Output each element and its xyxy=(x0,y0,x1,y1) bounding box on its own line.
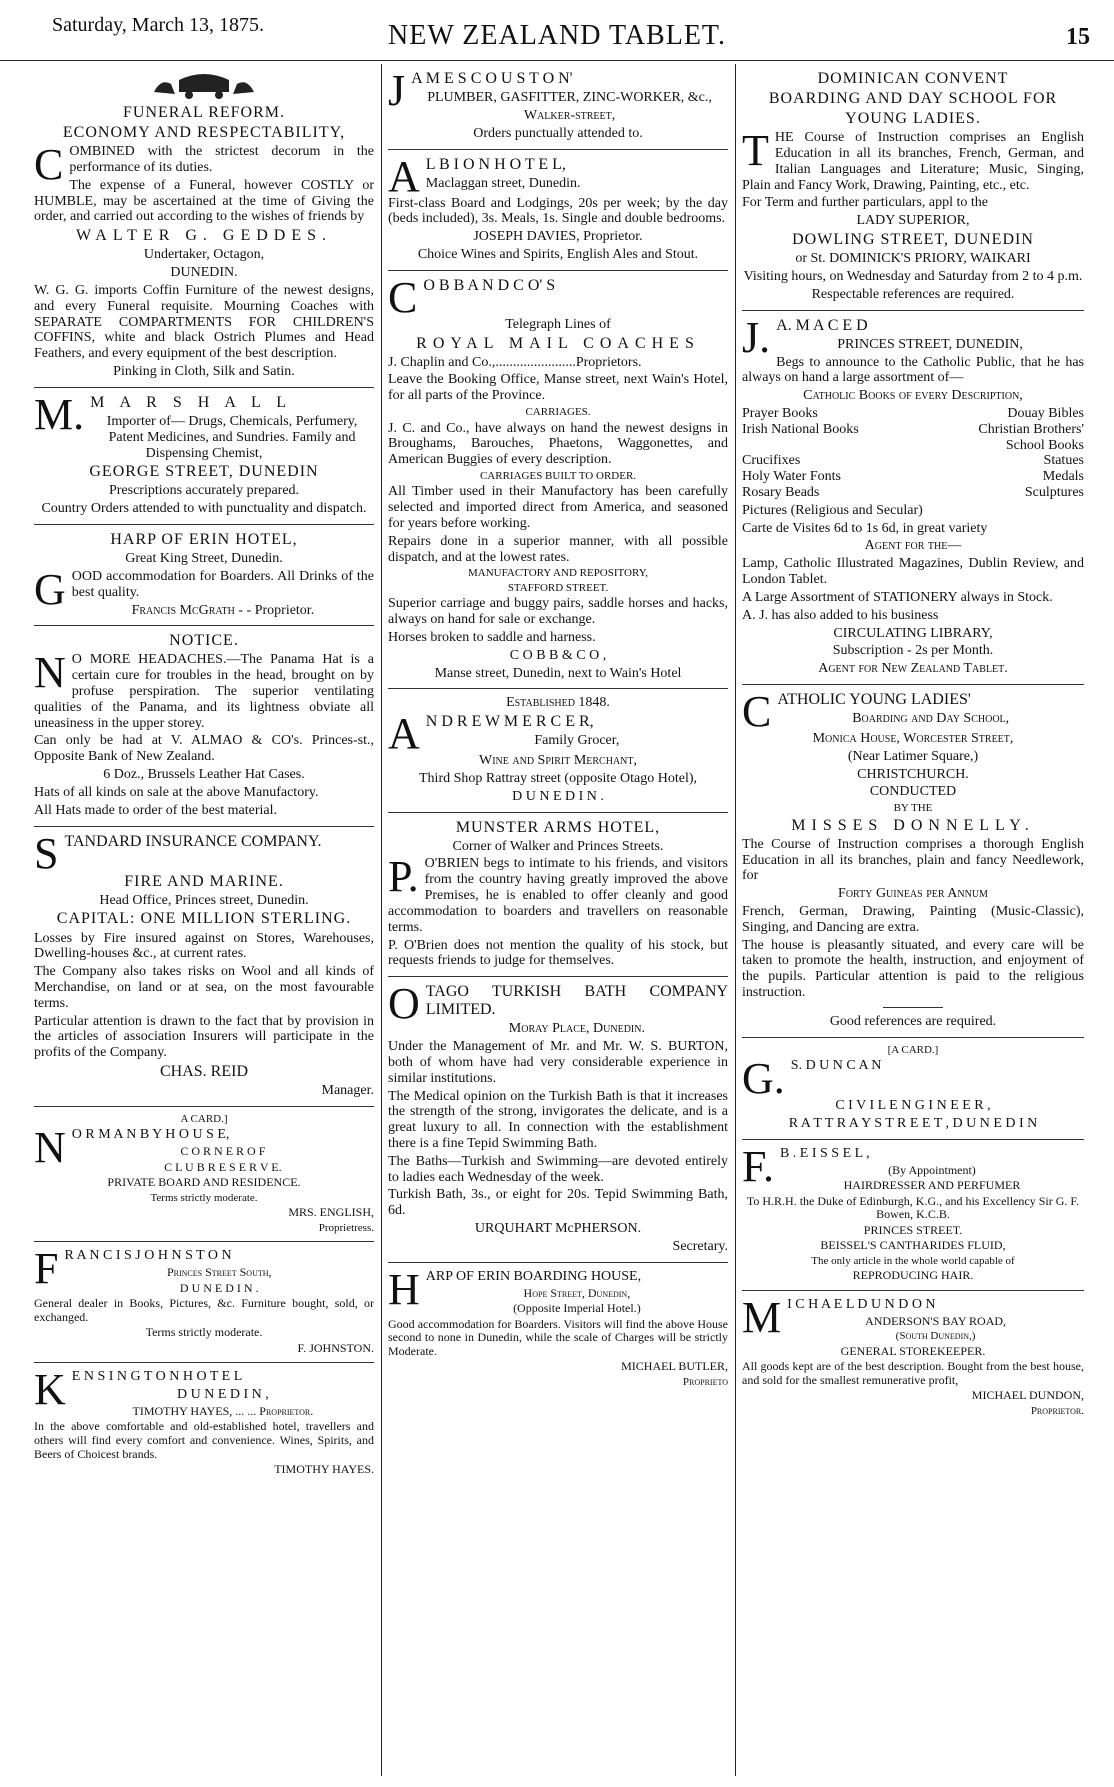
ad-title: TAGO TURKISH BATH COMPANY LIMITED. xyxy=(425,983,728,1019)
list-item: Holy Water Fonts xyxy=(742,469,841,485)
ad-text: All goods kept are of the best description. Bought from the best house, and sold for the smallest remunerative profit, xyxy=(742,1359,1084,1387)
advertiser-name: L B I O N H O T E L, xyxy=(425,155,566,173)
ad-text: W. G. G. imports Coffin Furniture of the newest designs, and every Funeral requisite. Mourning Coaches with SEPARATE COMPARTMENTS FOR CHILDREN'S COFFINS, white and black Ostrich Plumes and Head Feathers, and every equipment of the best description. xyxy=(34,282,374,362)
list-item: Rosary Beads xyxy=(742,485,820,501)
ad-subhead: Agent for the— xyxy=(864,538,962,554)
ad-subtitle: BOARDING AND DAY SCHOOL FOR xyxy=(768,90,1058,108)
ad-text: Respectable references are required. xyxy=(811,286,1015,302)
ad-normanby-house xyxy=(34,1107,374,1242)
ad-kensington-hotel xyxy=(34,1363,374,1483)
card-label: [A CARD.] xyxy=(887,1043,939,1056)
ad-beissel xyxy=(742,1140,1084,1291)
advertiser-name: A M E S C O U S T O N' xyxy=(411,70,573,87)
ad-title: ROYAL MAIL COACHES xyxy=(416,334,700,352)
ad-text: JOSEPH DAVIES, Proprietor. xyxy=(473,229,643,245)
ad-title: FUNERAL REFORM. xyxy=(123,104,285,121)
ad-text: General dealer in Books, Pictures, &c. Furniture bought, sold, or exchanged. xyxy=(34,1296,374,1324)
ad-text: A Large Assortment of STATIONERY always in Stock. xyxy=(742,589,1053,605)
drop-cap: M. xyxy=(34,389,85,439)
ad-subhead: CIRCULATING LIBRARY, xyxy=(833,625,993,641)
ad-text: Corner of Walker and Princes Streets. xyxy=(452,838,664,854)
ad-text: The expense of a Funeral, however COSTLY or HUMBLE, may be ascertained at the time of Giving the order, and carried out according to the wishes of friends by xyxy=(34,177,374,225)
proprietor-name: Francis McGrath xyxy=(131,602,235,618)
issue-date: Saturday, March 13, 1875. xyxy=(52,14,264,36)
page-header xyxy=(0,0,1114,61)
ad-cobb-and-co xyxy=(388,271,728,690)
ad-text: HAIRDRESSER AND PERFUMER xyxy=(843,1178,1021,1193)
ad-text: Established 1848. xyxy=(506,695,610,711)
ad-james-couston xyxy=(388,64,728,150)
ad-munster-arms xyxy=(388,813,728,978)
drop-cap: C xyxy=(34,140,64,190)
ad-text: Choice Wines and Spirits, English Ales and Stout. xyxy=(417,246,699,262)
advertiser-name: O B B A N D C O' S xyxy=(423,276,556,294)
ad-text: Visiting hours, on Wednesday and Saturday from 2 to 4 p.m. xyxy=(743,269,1083,284)
list-item: Statues xyxy=(1043,453,1084,469)
drop-cap: C xyxy=(388,272,418,322)
advertiser-name: R A N C I S J O H N S T O N xyxy=(64,1248,232,1264)
ad-text: C O R N E R O F xyxy=(180,1144,266,1159)
ad-text: Great King Street, Dunedin. xyxy=(125,551,283,567)
masthead-title: NEW ZEALAND TABLET. xyxy=(388,20,726,51)
ad-text: The Course of Instruction comprises a thorough English Education in all its branches, plain and fancy Needlework, for xyxy=(742,836,1084,884)
ad-text: Boarding and Day School, xyxy=(852,711,1010,727)
ad-catholic-young-ladies xyxy=(742,685,1084,1038)
ad-text: GENERAL STOREKEEPER. xyxy=(840,1343,986,1358)
advertiser-name: S. D U N C A N xyxy=(790,1058,882,1074)
ad-text: All Hats made to order of the best material. xyxy=(34,802,277,818)
ad-text: D U N E D I N . xyxy=(512,788,604,804)
ad-subhead: CARRIAGES. xyxy=(525,406,591,419)
ad-title: HARP OF ERIN HOTEL, xyxy=(110,531,298,549)
ad-macedo xyxy=(742,311,1084,685)
ad-text: PRIVATE BOARD AND RESIDENCE. xyxy=(107,1175,301,1190)
ad-text: The house is pleasantly situated, and every care will be taken to promote the health, instruction, and enjoyment of the pupils. Particular attention is paid to the religious instruction. xyxy=(742,937,1084,1001)
column-2 xyxy=(388,64,728,1774)
ad-text: Wine and Spirit Merchant, xyxy=(479,753,637,769)
ad-text: BEISSEL'S CANTHARIDES FLUID, xyxy=(820,1238,1006,1253)
signature: C O B B & C O , xyxy=(509,647,607,663)
column-1 xyxy=(34,64,374,1774)
ad-text: 6 Doz., Brussels Leather Hat Cases. xyxy=(103,767,305,783)
column-divider xyxy=(381,64,382,1776)
ad-text: Importer of— Drugs, Chemicals, Perfumery, Patent Medicines, and Sundries. Family and Dispensing Chemist, xyxy=(106,413,358,461)
ad-text: Moray Place, Dunedin. xyxy=(508,1021,645,1037)
advertiser-name: MISSES DONNELLY. xyxy=(791,816,1035,834)
ad-text: (South Dunedin,) xyxy=(895,1330,976,1343)
ad-text: Undertaker, Octagon, xyxy=(143,247,265,263)
ad-text: French, German, Drawing, Painting (Music-Classic), Singing, and Dancing are extra. xyxy=(742,903,1084,935)
signature: URQUHART McPHERSON. xyxy=(474,1221,642,1237)
ad-text: (Near Latimer Square,) xyxy=(847,748,979,764)
ad-text: REPRODUCING HAIR. xyxy=(852,1268,974,1283)
ad-text: Good accommodation for Boarders. Visitors will find the above House second to none in Dunedin, while the scale of Charges will be strictly Moderate. xyxy=(388,1316,728,1358)
ad-text: CAPITAL: ONE MILLION STERLING. xyxy=(56,910,352,928)
ad-andrew-mercer xyxy=(388,689,728,812)
advertiser-name: A. M A C E D xyxy=(776,316,868,334)
ad-francis-johnston xyxy=(34,1242,374,1363)
ad-text: Forty Guineas per Annum xyxy=(838,886,988,902)
ad-subtitle: FIRE AND MARINE. xyxy=(124,872,284,890)
column-3 xyxy=(742,64,1084,1774)
drop-cap: C xyxy=(742,686,772,736)
ad-text: J. C. and Co., have always on hand the newest designs in Broughams, Barouches, Phaetons, Waggonettes, and American Buggies of every description. xyxy=(388,420,728,468)
ad-dominican-convent xyxy=(742,64,1084,311)
ad-text: (Opposite Imperial Hotel.) xyxy=(513,1301,641,1316)
ad-text: PRINCES STREET. xyxy=(863,1222,963,1237)
ad-text: First-class Board and Lodgings, 20s per week; by the day (beds included), 3s. Meals, 1s. Single and double bedrooms. xyxy=(388,195,728,227)
ad-text: R A T T R A Y S T R E E T , D U N E D I N xyxy=(788,1115,1038,1131)
ad-text: LADY SUPERIOR, xyxy=(856,213,970,229)
ad-text: P. O'Brien does not mention the quality of his stock, but requests friends to judge for themselves. xyxy=(388,937,728,969)
ad-text: BY THE xyxy=(893,802,933,815)
ad-subhead: Catholic Books of every Description, xyxy=(803,388,1023,404)
ad-text: Pictures (Religious and Secular) xyxy=(742,502,923,518)
ad-duncan xyxy=(742,1038,1084,1140)
ad-text: The Company also takes risks on Wool and all kinds of Merchandise, on land or at sea, on the most favourable terms. xyxy=(34,964,374,1011)
signature: MRS. ENGLISH, xyxy=(288,1205,374,1220)
ad-notice-hats xyxy=(34,626,374,826)
drop-cap: F. xyxy=(742,1141,774,1191)
list-item: Christian Brothers' School Books xyxy=(978,421,1084,453)
ad-subtitle: YOUNG LADIES. xyxy=(845,110,981,128)
ad-text: OOD accommodation for Boarders. All Drinks of the best quality. xyxy=(71,568,374,600)
signature-role: Manager. xyxy=(321,1083,374,1099)
advertiser-name: M A R S H A L L xyxy=(90,393,293,411)
ad-text: The Medical opinion on the Turkish Bath is that it increases the strength of the strong, invigorates the delicate, and is a great luxury to all. In connection with the establishment there is a fine Tepid Swimming Bath. xyxy=(388,1088,728,1152)
ad-text: DOWLING STREET, DUNEDIN xyxy=(792,231,1034,249)
ad-text: Family Grocer, xyxy=(534,733,620,749)
ad-text: Good references are required. xyxy=(829,1013,997,1029)
drop-cap: N xyxy=(34,648,66,698)
drop-cap: J. xyxy=(742,312,771,362)
proprietor-name: TIMOTHY HAYES, xyxy=(132,1403,233,1418)
ad-text: Terms strictly moderate. xyxy=(150,1191,258,1204)
drop-cap: T xyxy=(742,126,769,176)
separator: ... ... xyxy=(235,1403,257,1418)
ad-text: Begs to announce to the Catholic Public, that he has always on hand a large assortment of— xyxy=(742,354,1084,386)
card-label: A CARD.] xyxy=(180,1112,228,1125)
ad-subtitle: ECONOMY AND RESPECTABILITY, xyxy=(62,124,346,142)
drop-cap: O xyxy=(388,979,420,1029)
ad-text: Particular attention is drawn to the fact that by provision in the articles of association Insurers will participate in the profits of the Company. xyxy=(34,1013,374,1061)
signature: CHAS. REID xyxy=(159,1063,248,1081)
ad-text: Agent for New Zealand Tablet. xyxy=(818,661,1008,677)
ad-text: O'BRIEN begs to intimate to his friends, and visitors from the country having greatly improved the above Premises, he is enabled to offer cleanly and good accommodation to boarders and travellers on reasonable terms. xyxy=(388,856,728,935)
hearse-emblem-icon xyxy=(149,70,259,100)
ad-text: Maclaggan street, Dunedin. xyxy=(425,175,581,191)
drop-cap: G. xyxy=(742,1054,785,1104)
ad-text: Prescriptions accurately prepared. xyxy=(108,483,300,499)
ad-subhead: MANUFACTORY AND REPOSITORY, xyxy=(467,567,649,580)
drop-cap: A xyxy=(388,709,420,759)
ad-text: The only article in the whole world capable of xyxy=(811,1254,1015,1267)
drop-cap: G xyxy=(34,564,66,614)
ad-title: MUNSTER ARMS HOTEL, xyxy=(455,818,661,836)
ad-text: Head Office, Princes street, Dunedin. xyxy=(99,892,309,908)
ad-text: Repairs done in a superior manner, with all possible dispatch, and at the lowest rates. xyxy=(388,533,728,565)
drop-cap: N xyxy=(34,1123,66,1173)
divider xyxy=(883,1007,943,1008)
ad-text: O MORE HEADACHES.—The Panama Hat is a certain cure for troubles in the head, brought on by profuse perspiration. The superior ventilating qualities of the Panama, and its lightness obviate all uneasiness in the upper storey. xyxy=(34,652,374,731)
ad-text: ANDERSON'S BAY ROAD, xyxy=(865,1313,1007,1328)
column-divider xyxy=(735,64,736,1776)
list-item: Irish National Books xyxy=(742,421,859,437)
ad-text: Terms strictly moderate. xyxy=(145,1325,263,1340)
list-item: Prayer Books xyxy=(742,405,818,421)
advertiser-name: B . E I S S E L , xyxy=(779,1145,870,1161)
ad-harp-boarding-house xyxy=(388,1263,728,1396)
ad-text: Turkish Bath, 3s., or eight for 20s. Tepid Swimming Bath, 6d. xyxy=(388,1187,728,1219)
signature: F. JOHNSTON. xyxy=(297,1340,374,1355)
list-item: Crucifixes xyxy=(742,453,801,469)
ad-text: DUNEDIN. xyxy=(170,265,238,281)
ad-text: Third Shop Rattray street (opposite Otago Hotel), xyxy=(419,770,697,786)
ad-text: J. Chaplin and Co.,.......................Proprietors. xyxy=(388,354,642,370)
ad-text: Princes Street South, xyxy=(166,1264,272,1279)
drop-cap: M xyxy=(742,1292,782,1342)
ad-text: OMBINED with the strictest decorum in the performance of its duties. xyxy=(69,144,374,175)
ad-funeral-reform xyxy=(34,64,374,388)
ad-text: In the above comfortable and old-established hotel, travellers and others will find every comfort and convenience. Wines, Spirits, and Beers of Choicest brands. xyxy=(34,1419,374,1461)
list-item: Douay Bibles xyxy=(1007,405,1084,421)
ad-text: PLUMBER, GASFITTER, ZINC-WORKER, &c., xyxy=(427,90,712,106)
ad-text: Subscription - 2s per Month. xyxy=(832,643,994,659)
drop-cap: P. xyxy=(388,852,419,902)
advertiser-name: WALTER G. GEDDES. xyxy=(75,227,333,245)
ad-harp-of-erin xyxy=(34,525,374,626)
signature: MICHAEL DUNDON, xyxy=(971,1388,1084,1403)
ad-turkish-bath xyxy=(388,977,728,1263)
signature: MICHAEL BUTLER, xyxy=(621,1359,728,1374)
ad-text: All Timber used in their Manufactory has been carefully selected and imported direct from America, and seasoned for years before working. xyxy=(388,484,728,531)
drop-cap: A xyxy=(388,151,420,201)
signature-role: Secretary. xyxy=(672,1238,728,1254)
proprietor-role: Proprietor. xyxy=(259,1403,314,1418)
ad-text: Carte de Visites 6d to 1s 6d, in great variety xyxy=(742,520,988,536)
ad-marshall xyxy=(34,388,374,525)
ad-text: CONDUCTED xyxy=(869,784,957,800)
ad-text: Lamp, Catholic Illustrated Magazines, Dublin Review, and London Tablet. xyxy=(742,556,1084,588)
drop-cap: S xyxy=(34,828,59,878)
proprietor-role: Proprietor. xyxy=(254,602,315,618)
drop-cap: F xyxy=(34,1244,59,1294)
drop-cap: J xyxy=(388,66,406,115)
list-item: Sculptures xyxy=(1024,485,1084,501)
ad-text: Horses broken to saddle and harness. xyxy=(388,629,596,645)
ad-text: GEORGE STREET, DUNEDIN xyxy=(89,463,319,481)
separator: - - xyxy=(238,602,252,618)
ad-text: Orders punctually attended to. xyxy=(473,125,643,141)
advertiser-name: E N S I N G T O N H O T E L xyxy=(71,1369,243,1385)
ad-text: Pinking in Cloth, Silk and Satin. xyxy=(113,363,295,379)
page-number: 15 xyxy=(1066,24,1090,50)
ad-text: Hope Street, Dunedin, xyxy=(523,1285,631,1300)
ad-albion-hotel xyxy=(388,150,728,271)
ad-text: D U N E D I N . xyxy=(179,1280,259,1295)
signature: TIMOTHY HAYES. xyxy=(274,1462,374,1477)
signature-role: Proprietress. xyxy=(318,1221,374,1234)
ad-text: Losses by Fire insured against on Stores, Warehouses, Dwelling-houses &c., at current rates. xyxy=(34,930,374,962)
ad-text: D U N E D I N , xyxy=(177,1387,269,1403)
ad-text: A. J. has also added to his business xyxy=(742,607,939,623)
ad-title: DOMINICAN CONVENT xyxy=(817,70,1009,87)
signature-role: Proprietor. xyxy=(1030,1404,1084,1417)
ad-text: PRINCES STREET, DUNEDIN, xyxy=(837,336,1023,352)
drop-cap: K xyxy=(34,1365,66,1415)
ad-subhead: CARRIAGES BUILT TO ORDER. xyxy=(479,469,637,482)
ad-text: C L U B R E S E R V E. xyxy=(164,1159,282,1174)
ad-standard-insurance xyxy=(34,827,374,1107)
ad-text: Leave the Booking Office, Manse street, next Wain's Hotel, for all parts of the Province. xyxy=(388,372,728,404)
list-item: Medals xyxy=(1042,469,1084,485)
ad-text: (By Appointment) xyxy=(888,1162,976,1177)
ad-text: Superior carriage and buggy pairs, saddle horses and hacks, always on hand for sale or exchange. xyxy=(388,596,728,628)
ad-subhead: STAFFORD STREET. xyxy=(507,581,609,594)
ad-title: TANDARD INSURANCE COMPANY. xyxy=(64,832,322,850)
signature-role: Proprieto xyxy=(682,1375,728,1388)
ad-text: Under the Management of Mr. and Mr. W. S. BURTON, both of whom have had very considerable experience in similar institutions. xyxy=(388,1039,728,1086)
ad-text: Telegraph Lines of xyxy=(505,316,611,332)
drop-cap: H xyxy=(388,1264,420,1314)
ad-text: Monica House, Worcester Street, xyxy=(812,730,1014,746)
advertiser-name: O R M A N B Y H O U S E, xyxy=(71,1127,230,1143)
ad-text: Can only be had at V. ALMAO & CO's. Princes-st., Opposite Bank of New Zealand. xyxy=(34,733,374,765)
ad-text: Walker-street, xyxy=(523,107,616,123)
ad-text: CHRISTCHURCH. xyxy=(857,766,969,782)
advertiser-name: I C H A E L D U N D O N xyxy=(787,1296,936,1312)
ad-text: Manse street, Dunedin, next to Wain's Hotel xyxy=(434,665,682,681)
ad-text: To H.R.H. the Duke of Edinburgh, K.G., and his Excellency Sir G. F. Bowen, K.C.B. xyxy=(746,1193,1080,1222)
ad-title: NOTICE. xyxy=(169,632,239,650)
ad-text: Country Orders attended to with punctuality and dispatch. xyxy=(41,501,367,517)
ad-text: Hats of all kinds on sale at the above Manufactory. xyxy=(34,784,319,800)
ad-title: ATHOLIC YOUNG LADIES' xyxy=(777,690,971,708)
ad-text: For Term and further particulars, appl to the xyxy=(742,195,989,211)
ad-text: The Baths—Turkish and Swimming—are devoted entirely to ladies each Wednesday of the week. xyxy=(388,1153,728,1185)
advertiser-name: ARP OF ERIN BOARDING HOUSE, xyxy=(425,1268,642,1284)
ad-michael-dundon xyxy=(742,1291,1084,1424)
advertiser-name: N D R E W M E R C E R, xyxy=(425,713,594,731)
ad-text: or St. DOMINICK'S PRIORY, WAIKARI xyxy=(795,251,1031,267)
ad-text: HE Course of Instruction comprises an English Education in all its branches, French, German, and Italian Languages and Literature; Music, Singing, Plain and Fancy Work, Drawing, Painting, etc., etc. xyxy=(742,130,1084,193)
ad-text: C I V I L E N G I N E E R , xyxy=(835,1098,991,1114)
